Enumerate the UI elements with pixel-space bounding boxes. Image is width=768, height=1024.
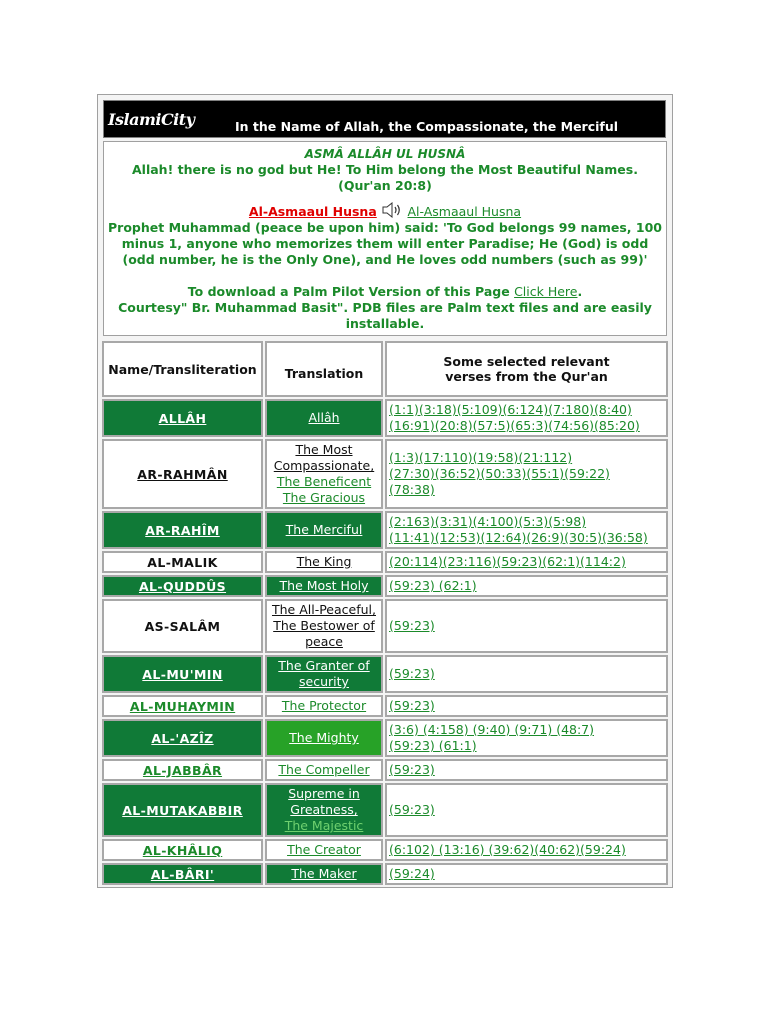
translation-cell [265, 695, 383, 717]
names-table [100, 339, 670, 887]
verse-line[interactable]: (59:23) [389, 698, 435, 713]
table-row [102, 863, 668, 885]
verse-line[interactable]: (59:23) [389, 762, 435, 777]
verse-line[interactable]: (1:1)(3:18)(5:109)(6:124)(7:180)(8:40) [389, 402, 632, 417]
translation-link[interactable]: The Most Compassionate, [273, 442, 375, 473]
verse-line[interactable]: (59:23) [389, 666, 435, 681]
table-row [102, 551, 668, 573]
translation-cell [265, 863, 383, 885]
translation-cell [265, 759, 383, 781]
hadith-text: Prophet Muhammad (peace be upon him) said: 'To God belongs 99 names, 100 minus 1, anyone who memorizes them will enter Paradise; He (God) is odd (odd number, he is the Only One), and He loves odd numbers (such as 99)' [108, 220, 662, 267]
name-link[interactable]: AL-MU'MIN [142, 666, 223, 682]
download-suffix: . [577, 284, 583, 299]
verses-cell [385, 863, 668, 885]
verse-line[interactable]: (59:23) [389, 802, 435, 817]
table-row [102, 511, 668, 549]
translation-cell [265, 439, 383, 509]
verse-line[interactable]: (59:23) (62:1) [389, 578, 477, 593]
name-cell [102, 439, 263, 509]
translation-cell [265, 551, 383, 573]
name-link[interactable]: AL-KHÂLIQ [142, 842, 223, 858]
table-row [102, 599, 668, 653]
verse-line[interactable]: (11:41)(12:53)(12:64)(26:9)(30:5)(36:58) [389, 530, 648, 545]
translation-link[interactable]: Supreme in Greatness, [288, 786, 360, 817]
verses-cell [385, 759, 668, 781]
name-cell [102, 783, 263, 837]
translation-link[interactable]: The Gracious [282, 490, 366, 505]
verse-line[interactable]: (20:114)(23:116)(59:23)(62:1)(114:2) [389, 554, 626, 569]
name-link[interactable]: AL-QUDDÛS [138, 578, 227, 594]
verse-line[interactable]: (16:91)(20:8)(57:5)(65:3)(74:56)(85:20) [389, 418, 640, 433]
translation-link[interactable]: The Merciful [285, 522, 363, 537]
verses-cell [385, 399, 668, 437]
header-bar [103, 100, 666, 138]
name-link[interactable]: AR-RAHMÂN [137, 466, 228, 482]
name-text: AS-SALÂM [144, 618, 221, 634]
table-header-row [102, 341, 668, 397]
table-row [102, 759, 668, 781]
name-cell [102, 599, 263, 653]
page-frame [97, 94, 673, 888]
name-link[interactable]: AL-JABBÂR [142, 762, 223, 778]
intro-panel [103, 141, 667, 336]
bismillah-text: In the Name of Allah, the Compassionate, the Merciful [235, 119, 619, 134]
click-here-link[interactable]: Click Here [514, 284, 578, 299]
verses-cell [385, 695, 668, 717]
name-cell [102, 863, 263, 885]
quran-verse: Allah! there is no god but He! To Him belong the Most Beautiful Names. (Qur'an 20:8) [132, 162, 638, 193]
translation-cell [265, 655, 383, 693]
name-link[interactable]: AL-BÂRI' [150, 866, 215, 882]
verse-line[interactable]: (6:102) (13:16) (39:62)(40:62)(59:24) [389, 842, 626, 857]
translation-link[interactable]: The Compeller [278, 762, 370, 777]
name-cell [102, 759, 263, 781]
translation-link[interactable]: The Protector [281, 698, 367, 713]
asmaaul-husna-link-red[interactable]: Al-Asmaaul Husna [248, 204, 377, 219]
page-title: ASMÂ ALLÂH UL HUSNÂ [304, 147, 466, 161]
name-link[interactable]: ALLÂH [158, 410, 207, 426]
verse-line[interactable]: (3:6) (4:158) (9:40) (9:71) (48:7) [389, 722, 595, 737]
name-link[interactable]: AR-RAHÎM [145, 522, 220, 538]
translation-cell [265, 719, 383, 757]
verse-line[interactable]: (2:163)(3:31)(4:100)(5:3)(5:98) [389, 514, 587, 529]
courtesy-text: Courtesy" Br. Muhammad Basit". PDB files are Palm text files and are easily installable. [118, 300, 652, 331]
verses-cell [385, 575, 668, 597]
table-row [102, 695, 668, 717]
name-cell [102, 695, 263, 717]
speaker-icon[interactable] [381, 202, 403, 218]
verses-cell [385, 511, 668, 549]
translation-cell [265, 575, 383, 597]
table-row [102, 655, 668, 693]
verses-cell [385, 551, 668, 573]
translation-cell [265, 399, 383, 437]
name-cell [102, 839, 263, 861]
verses-cell [385, 719, 668, 757]
name-cell [102, 575, 263, 597]
name-cell [102, 551, 263, 573]
name-cell [102, 511, 263, 549]
header-name: Name/Transliteration [102, 341, 263, 397]
islamicity-logo[interactable]: IslamiCity [108, 110, 195, 129]
translation-link[interactable]: The Maker [291, 866, 357, 881]
translation-link[interactable]: The King [296, 554, 352, 569]
verse-line[interactable]: (59:24) [389, 866, 435, 881]
translation-link[interactable]: The Granter of security [278, 658, 370, 689]
verses-cell [385, 439, 668, 509]
name-cell [102, 719, 263, 757]
header-verses: Some selected relevant verses from the Qur'an [385, 341, 668, 397]
verse-line[interactable]: (27:30)(36:52)(50:33)(55:1)(59:22) [389, 466, 610, 481]
verse-line[interactable]: (59:23) (61:1) [389, 738, 477, 753]
verse-line[interactable]: (1:3)(17:110)(19:58)(21:112) [389, 450, 573, 465]
verses-cell [385, 655, 668, 693]
translation-link[interactable]: The Creator [287, 842, 361, 857]
verses-cell [385, 783, 668, 837]
translation-cell [265, 783, 383, 837]
verses-cell [385, 839, 668, 861]
translation-link[interactable]: The All-Peaceful, The Bestower of peace [271, 602, 376, 649]
table-row [102, 575, 668, 597]
name-link[interactable]: AL-MUTAKABBIR [122, 802, 243, 818]
download-text: To download a Palm Pilot Version of this Page [187, 284, 515, 299]
table-row [102, 439, 668, 509]
table-row [102, 839, 668, 861]
translation-link[interactable]: The Majestic [284, 818, 364, 833]
verse-line[interactable]: (78:38) [389, 482, 435, 497]
verse-line[interactable]: (59:23) [389, 618, 435, 633]
header-translation: Translation [265, 341, 383, 397]
asmaaul-husna-link-green[interactable]: Al-Asmaaul Husna [407, 204, 522, 219]
translation-link[interactable]: The Beneficent [276, 474, 372, 489]
table-row [102, 783, 668, 837]
translation-cell [265, 511, 383, 549]
name-link[interactable]: AL-MUHAYMIN [129, 698, 236, 714]
translation-link[interactable]: Allâh [308, 410, 340, 425]
translation-link[interactable]: The Most Holy [279, 578, 369, 593]
verses-cell [385, 599, 668, 653]
name-text: AL-MALIK [147, 554, 218, 570]
translation-link[interactable]: The Mighty [289, 730, 359, 745]
name-link[interactable]: AL-'AZÎZ [151, 730, 214, 746]
table-row [102, 399, 668, 437]
table-row [102, 719, 668, 757]
name-cell [102, 655, 263, 693]
name-cell [102, 399, 263, 437]
translation-cell [265, 599, 383, 653]
translation-cell [265, 839, 383, 861]
